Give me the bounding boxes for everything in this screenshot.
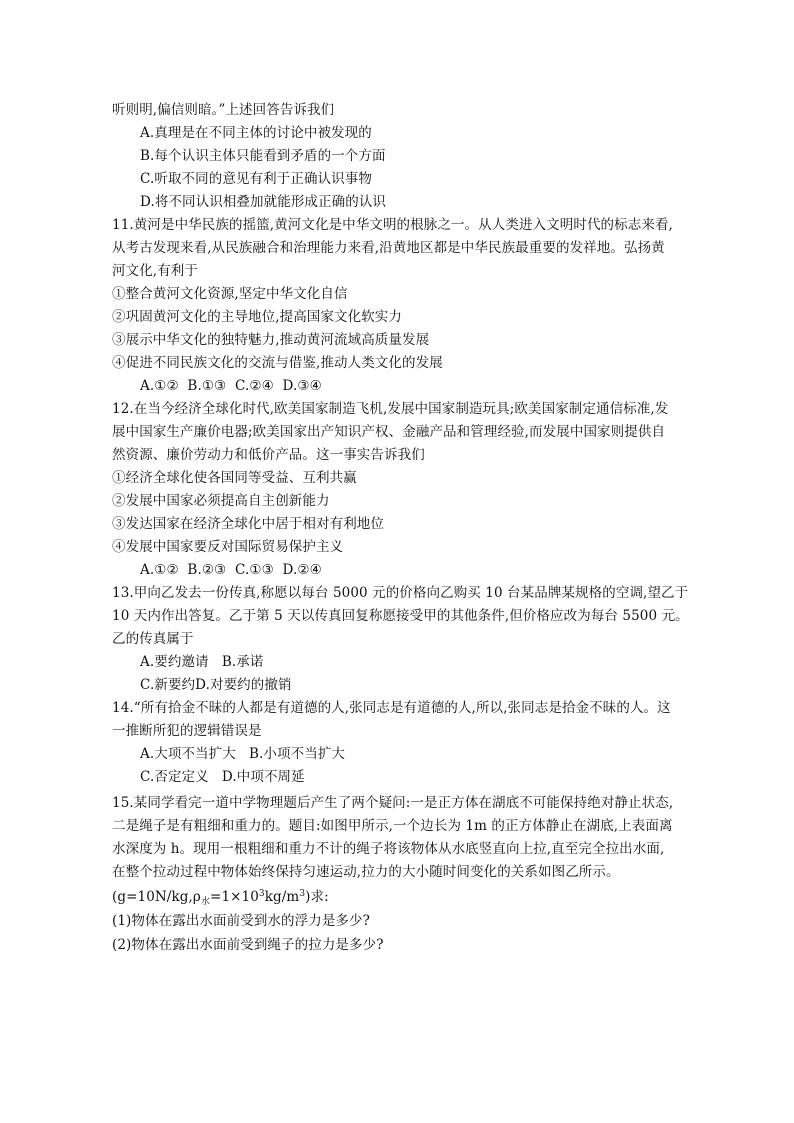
given-unit: kg/m bbox=[264, 889, 300, 905]
q12-item-3: ③发达国家在经济全球化中居于相对有利地位 bbox=[112, 516, 384, 532]
q12-stem-line: 然资源、廉价劳动力和低价产品。这一事实告诉我们 bbox=[112, 447, 425, 463]
q12-stem-line: 12.在当今经济全球化时代,欧美国家制造飞机,发展中国家制造玩具;欧美国家制定通信标准,发 bbox=[112, 401, 669, 417]
q10-option-a: A.真理是在不同主体的讨论中被发现的 bbox=[140, 125, 372, 141]
q11-stem-line: 11.黄河是中华民族的摇篮,黄河文化是中华文明的根脉之一。从人类进入文明时代的标志来看, bbox=[112, 217, 673, 233]
q14-options-row-1: A.大项不当扩大 B.小项不当扩大 bbox=[140, 746, 346, 762]
q13-options-row-2: C.新要约D.对要约的撤销 bbox=[140, 677, 292, 693]
q12-item-1: ①经济全球化使各国同等受益、互利共赢 bbox=[112, 470, 357, 486]
q10-stem-tail: 听则明,偏信则暗。”上述回答告诉我们 bbox=[112, 102, 335, 118]
given-mid: =1×10 bbox=[210, 889, 259, 905]
q13-options-row-1: A.要约邀请 B.承诺 bbox=[140, 654, 264, 670]
q10-option-d: D.将不同认识相叠加就能形成正确的认识 bbox=[140, 194, 387, 210]
q14-options-row-2: C.否定定义 D.中项不周延 bbox=[140, 769, 305, 785]
q12-choices: A.①② B.②③ C.①③ D.②④ bbox=[140, 562, 322, 578]
q11-item-2: ②巩固黄河文化的主导地位,提高国家文化软实力 bbox=[112, 309, 402, 325]
q11-item-4: ④促进不同民族文化的交流与借鉴,推动人类文化的发展 bbox=[112, 355, 443, 371]
q15-part-2: (2)物体在露出水面前受到绳子的拉力是多少? bbox=[112, 937, 384, 953]
water-subscript: 水 bbox=[200, 897, 211, 907]
given-end: )求: bbox=[305, 889, 329, 905]
q10-option-c: C.听取不同的意见有利于正确认识事物 bbox=[140, 171, 372, 187]
q11-choices: A.①② B.①③ C.②④ D.③④ bbox=[140, 378, 322, 394]
q11-item-3: ③展示中华文化的独特魅力,推动黄河流域高质量发展 bbox=[112, 332, 430, 348]
q11-item-1: ①整合黄河文化资源,坚定中华文化自信 bbox=[112, 286, 348, 302]
q15-stem-line: 15.某同学看完一道中学物理题后产生了两个疑问:一是正方体在湖底不可能保持绝对静止状态, bbox=[112, 795, 674, 811]
q15-part-1: (1)物体在露出水面前受到水的浮力是多少? bbox=[112, 913, 370, 929]
q11-stem-line: 从考古发现来看,从民族融合和治理能力来看,沿黄地区都是中华民族最重要的发祥地。弘扬黄 bbox=[112, 240, 665, 256]
q12-item-2: ②发展中国家必须提高自主创新能力 bbox=[112, 493, 330, 509]
q15-stem-line: 水深度为 h。现用一根粗细和重力不计的绳子将该物体从水底竖直向上拉,直至完全拉出水面, bbox=[112, 841, 665, 857]
q15-given-values bbox=[112, 887, 692, 909]
q12-item-4: ④发展中国家要反对国际贸易保护主义 bbox=[112, 539, 344, 555]
q14-stem-line: 14.“所有拾金不昧的人都是有道德的人,张同志是有道德的人,所以,张同志是拾金不昧的人。这 bbox=[112, 700, 671, 716]
q13-stem-line: 10 天内作出答复。乙于第 5 天以传真回复称愿接受甲的其他条件,但价格应改为每台 5500 元。 bbox=[112, 608, 689, 624]
q14-stem-line: 一推断所犯的逻辑错误是 bbox=[112, 723, 262, 739]
q11-stem-line: 河文化,有利于 bbox=[112, 263, 198, 279]
unit-superscript: 3 bbox=[299, 889, 306, 899]
q13-stem-line: 13.甲向乙发去一份传真,称愿以每台 5000 元的价格向乙购买 10 台某品牌某规格的空调,望乙于 bbox=[112, 585, 689, 601]
given-prefix: (g=10N/kg,ρ bbox=[112, 889, 201, 905]
q15-stem-line: 在整个拉动过程中物体始终保持匀速运动,拉力的大小随时间变化的关系如图乙所示。 bbox=[112, 864, 620, 880]
exponent-superscript: 3 bbox=[258, 889, 265, 899]
q15-stem-line: 二是绳子是有粗细和重力的。题目:如图甲所示,一个边长为 1m 的正方体静止在湖底,上表面离 bbox=[112, 818, 673, 834]
q10-option-b: B.每个认识主体只能看到矛盾的一个方面 bbox=[140, 148, 386, 164]
q12-stem-line: 展中国家生产廉价电器;欧美国家出产知识产权、金融产品和管理经验,而发展中国家则提供自 bbox=[112, 424, 666, 440]
q13-stem-line: 乙的传真属于 bbox=[112, 631, 194, 647]
